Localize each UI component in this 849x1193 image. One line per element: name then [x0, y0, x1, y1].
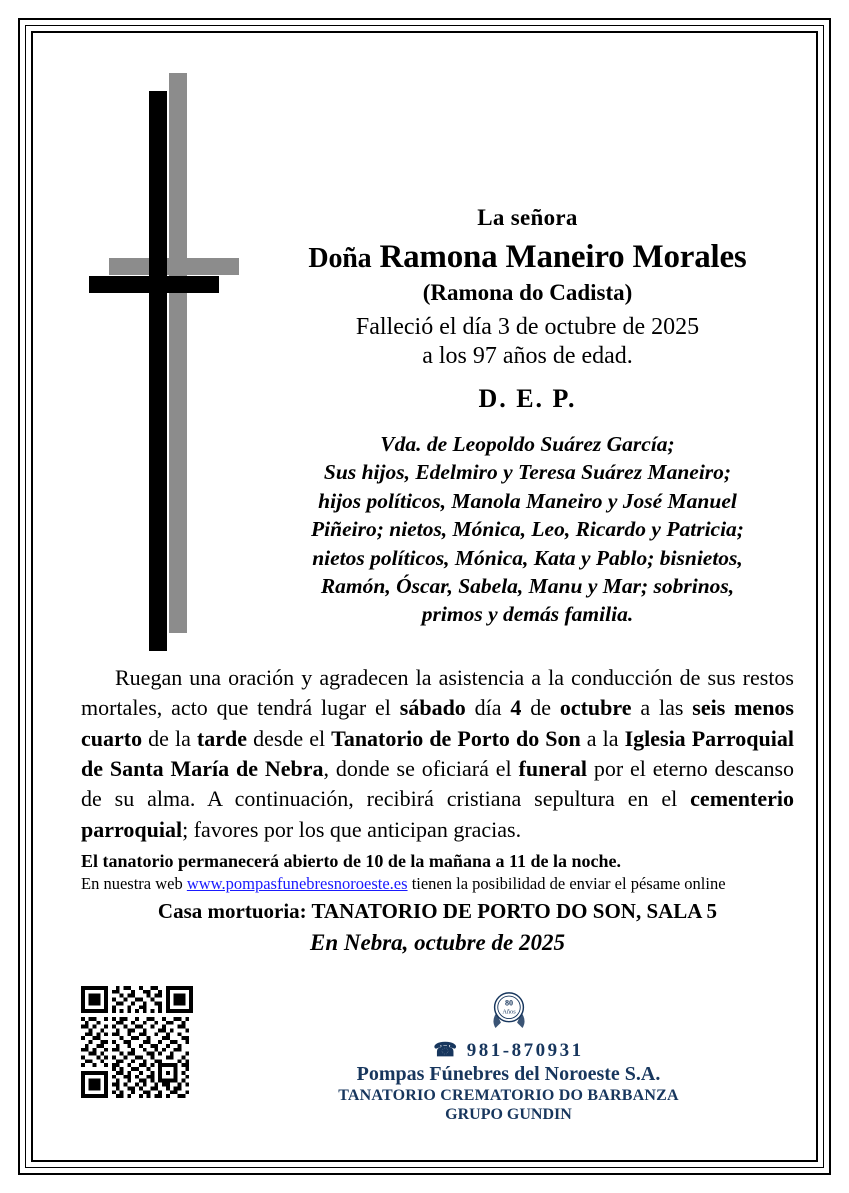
- footer-block: [223, 983, 794, 1124]
- deceased-name-line: [261, 239, 794, 276]
- para-seg: a la: [580, 725, 625, 751]
- family-line: Piñeiro; nietos, Mónica, Leo, Ricardo y Patricia;: [311, 517, 744, 542]
- family-line: primos y demás familia.: [421, 602, 634, 627]
- para-bold-date: 4: [510, 695, 522, 721]
- deceased-full-name: Ramona Maneiro Morales: [379, 239, 747, 275]
- para-seg: Ruegan una oración y agradecen la asistencia a la conducción de sus restos mortales, acto que tendrá lugar el: [81, 665, 794, 721]
- svg-text:Años: Años: [501, 1008, 516, 1016]
- para-seg: desde el: [247, 725, 332, 751]
- border-inner: [31, 31, 818, 1162]
- family-line: Vda. de Leopoldo Suárez García;: [380, 432, 675, 456]
- para-bold-cemetery: cementerio parroquial: [81, 786, 794, 842]
- family-line: Sus hijos, Edelmiro y Teresa Suárez Maneiro;: [323, 460, 732, 485]
- para-bold-church: Iglesia Parroquial de Santa María de Nebra: [81, 725, 794, 782]
- para-seg: de: [521, 695, 560, 721]
- website-note-prefix: En nuestra web: [81, 874, 187, 894]
- para-bold-funeral: funeral: [518, 756, 587, 782]
- anniversary-seal-icon: [482, 983, 536, 1037]
- phone-line: [223, 1039, 794, 1062]
- deceased-alias: (Ramona do Cadista): [422, 280, 633, 305]
- place-date-line: En Nebra, octubre de 2025: [310, 930, 565, 956]
- website-note-suffix: tienen la posibilidad de enviar el pésame online: [407, 874, 726, 894]
- para-bold-daypart: tarde: [196, 725, 248, 751]
- family-line: Ramón, Óscar, Sabela, Manu y Mar; sobrinos,: [320, 573, 735, 598]
- phone-icon: ☎: [433, 1040, 460, 1061]
- para-bold-origin: Tanatorio de Porto do Son: [331, 725, 581, 751]
- para-seg: de la: [142, 725, 197, 751]
- para-bold-month: octubre: [559, 695, 632, 721]
- para-seg: por el eterno descanso de su alma. A continuación, recibirá cristiana sepultura en el: [81, 756, 795, 812]
- company-sub1: TANATORIO CREMATORIO DO BARBANZA: [338, 1087, 679, 1104]
- mortuary-value: TANATORIO DE PORTO DO SON, SALA 5: [306, 899, 718, 924]
- mortuary-line: [81, 899, 794, 924]
- honorific-line: La señora: [477, 205, 578, 230]
- notice-heading-block: [261, 205, 794, 631]
- dep-line: D. E. P.: [478, 384, 577, 413]
- family-line: hijos políticos, Manola Maneiro y José Manuel: [318, 488, 737, 513]
- age-line: a los 97 años de edad.: [422, 343, 633, 369]
- para-seg: ; favores por los que anticipan gracias.: [182, 816, 522, 842]
- company-name: Pompas Fúnebres del Noroeste S.A.: [356, 1063, 661, 1085]
- service-details-block: [81, 663, 794, 956]
- company-sub2: GRUPO GUNDIN: [445, 1106, 572, 1123]
- border-outer: [18, 18, 831, 1175]
- para-seg: día: [465, 695, 511, 721]
- mortuary-label: Casa mortuoria:: [157, 899, 307, 924]
- border-middle: [25, 25, 824, 1168]
- dona-prefix: Doña: [308, 243, 372, 274]
- opening-hours-note: El tanatorio permanecerá abierto de 10 de la mañana a 11 de la noche.: [81, 851, 621, 872]
- para-bold-time: seis menos cuarto: [81, 695, 794, 751]
- family-line: nietos políticos, Mónica, Kata y Pablo; bisnietos,: [312, 545, 743, 570]
- para-bold-day: sábado: [399, 695, 466, 721]
- para-seg: , donde se oficiará el: [323, 756, 519, 782]
- family-list: [261, 430, 794, 629]
- death-date-line: Falleció el día 3 de octubre de 2025: [355, 314, 700, 340]
- qr-code[interactable]: [81, 986, 193, 1098]
- website-note: [81, 874, 794, 894]
- cross-icon: [81, 73, 241, 673]
- service-paragraph: [81, 663, 794, 845]
- website-link[interactable]: www.pompasfunebresnoroeste.es: [186, 874, 408, 894]
- phone-number: 981-870931: [466, 1040, 584, 1061]
- para-seg: a las: [631, 695, 693, 721]
- svg-text:80: 80: [504, 998, 513, 1008]
